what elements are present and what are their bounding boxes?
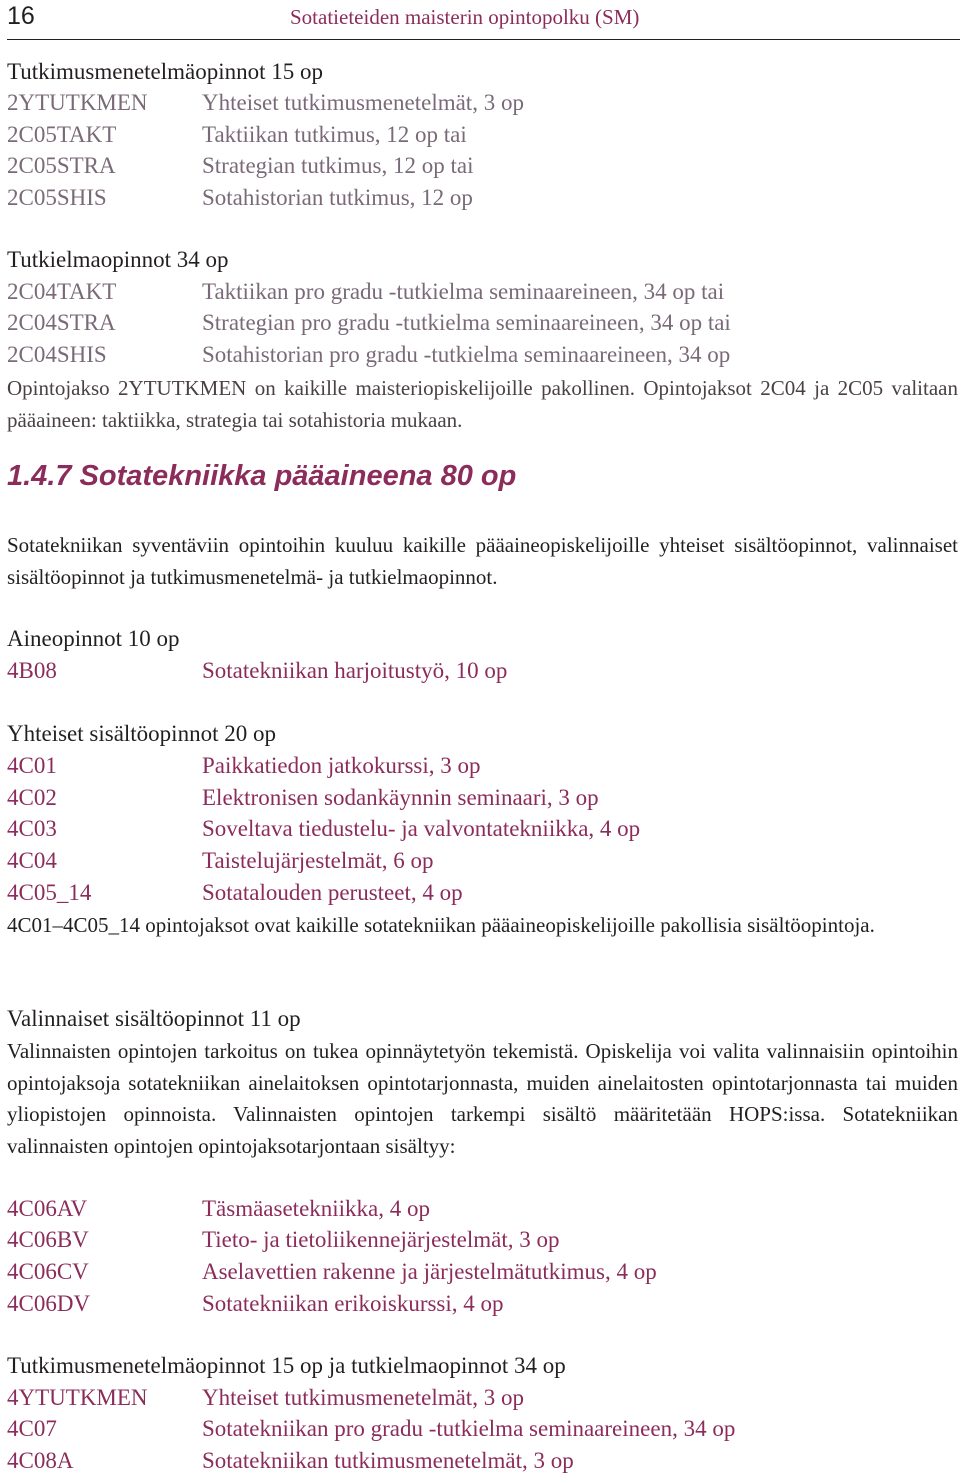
course-title: Sotatekniikan tutkimusmenetelmät, 3 op bbox=[202, 1448, 574, 1473]
course-title: Soveltava tiedustelu- ja valvontatekniikka, 4 op bbox=[202, 816, 641, 841]
page-header bbox=[0, 0, 960, 42]
course-code: 4C03 bbox=[7, 816, 57, 841]
course-code: 4C08A bbox=[7, 1448, 74, 1473]
course-code: 2C04STRA bbox=[7, 310, 116, 335]
course-code: 4C01 bbox=[7, 753, 57, 778]
course-title: Sotahistorian pro gradu -tutkielma seminaareineen, 34 op bbox=[202, 342, 731, 367]
course-code: 2YTUTKMEN bbox=[7, 90, 148, 115]
course-code: 4C02 bbox=[7, 785, 57, 810]
course-title: Yhteiset tutkimusmenetelmät, 3 op bbox=[202, 1385, 524, 1410]
course-title: Paikkatiedon jatkokurssi, 3 op bbox=[202, 753, 481, 778]
running-title: Sotatieteiden maisterin opintopolku (SM) bbox=[290, 5, 640, 29]
course-title: Sotatekniikan pro gradu -tutkielma seminaareineen, 34 op bbox=[202, 1416, 736, 1441]
block-heading: Valinnaiset sisältöopinnot 11 op bbox=[7, 1006, 301, 1031]
course-code: 2C04SHIS bbox=[7, 342, 107, 367]
course-code: 2C05STRA bbox=[7, 153, 116, 178]
note-paragraph: Opintojakso 2YTUTKMEN on kaikille maisteriopiskelijoille pakollinen. Opintojaksot 2C04 ja 2C05 valitaan pääaineen: taktiikka, strategia tai sotahistoria mukaan. bbox=[7, 376, 958, 432]
course-code: 4B08 bbox=[7, 658, 57, 683]
course-code: 4YTUTKMEN bbox=[7, 1385, 148, 1410]
course-code: 4C07 bbox=[7, 1416, 57, 1441]
course-code: 4C06CV bbox=[7, 1259, 89, 1284]
course-title: Sotatekniikan harjoitustyö, 10 op bbox=[202, 658, 508, 683]
block-heading: Tutkimusmenetelmäopinnot 15 op ja tutkielmaopinnot 34 op bbox=[7, 1353, 566, 1378]
course-code: 2C04TAKT bbox=[7, 279, 117, 304]
block-heading: Tutkielmaopinnot 34 op bbox=[7, 247, 229, 272]
course-title: Sotatalouden perusteet, 4 op bbox=[202, 880, 463, 905]
page-number: 16 bbox=[7, 2, 35, 30]
block-heading: Aineopinnot 10 op bbox=[7, 626, 180, 651]
course-title: Sotahistorian tutkimus, 12 op bbox=[202, 185, 473, 210]
course-title: Strategian tutkimus, 12 op tai bbox=[202, 153, 474, 178]
course-title: Aselavettien rakenne ja järjestelmätutkimus, 4 op bbox=[202, 1259, 657, 1284]
note-paragraph: 4C01–4C05_14 opintojaksot ovat kaikille sotatekniikan pääaineopiskelijoille pakollisia sisältöopintoja. bbox=[7, 913, 875, 937]
course-code: 2C05SHIS bbox=[7, 185, 107, 210]
course-code: 2C05TAKT bbox=[7, 122, 117, 147]
section-heading: 1.4.7 Sotatekniikka pääaineena 80 op bbox=[7, 460, 517, 492]
header-rule bbox=[7, 39, 960, 40]
course-code: 4C05_14 bbox=[7, 880, 92, 905]
course-title: Täsmäasetekniikka, 4 op bbox=[202, 1196, 431, 1221]
course-title: Taistelujärjestelmät, 6 op bbox=[202, 848, 434, 873]
course-title: Yhteiset tutkimusmenetelmät, 3 op bbox=[202, 90, 524, 115]
course-code: 4C06DV bbox=[7, 1291, 91, 1316]
description-paragraph: Valinnaisten opintojen tarkoitus on tukea opinnäytetyön tekemistä. Opiskelija voi valita valinnaisiin opintoihin opintojaksoja sotatekniikan ainelaitoksen opintotarjonnasta, muiden ainelaitosten opintotarjonnasta tai muiden yliopistojen opinnoista. Valinnaisten opintojen tarkempi sisältö määritetään HOPS:issa. Sotatekniikan valinnaisten opintojen opintojaksotarjontaan sisältyy: bbox=[7, 1039, 958, 1158]
course-title: Elektronisen sodankäynnin seminaari, 3 op bbox=[202, 785, 599, 810]
course-title: Taktiikan pro gradu -tutkielma seminaareineen, 34 op tai bbox=[202, 279, 725, 304]
block-heading: Yhteiset sisältöopinnot 20 op bbox=[7, 721, 276, 746]
course-code: 4C06AV bbox=[7, 1196, 88, 1221]
course-title: Taktiikan tutkimus, 12 op tai bbox=[202, 122, 467, 147]
course-code: 4C06BV bbox=[7, 1227, 89, 1252]
course-title: Strategian pro gradu -tutkielma seminaareineen, 34 op tai bbox=[202, 310, 731, 335]
course-code: 4C04 bbox=[7, 848, 57, 873]
block-heading: Tutkimusmenetelmäopinnot 15 op bbox=[7, 59, 324, 84]
course-title: Tieto- ja tietoliikennejärjestelmät, 3 op bbox=[202, 1227, 560, 1252]
course-title: Sotatekniikan erikoiskurssi, 4 op bbox=[202, 1291, 504, 1316]
intro-paragraph: Sotatekniikan syventäviin opintoihin kuuluu kaikille pääaineopiskelijoille yhteiset sisältöopinnot, valinnaiset sisältöopinnot ja tutkimusmenetelmä- ja tutkielmaopinnot. bbox=[7, 533, 958, 589]
